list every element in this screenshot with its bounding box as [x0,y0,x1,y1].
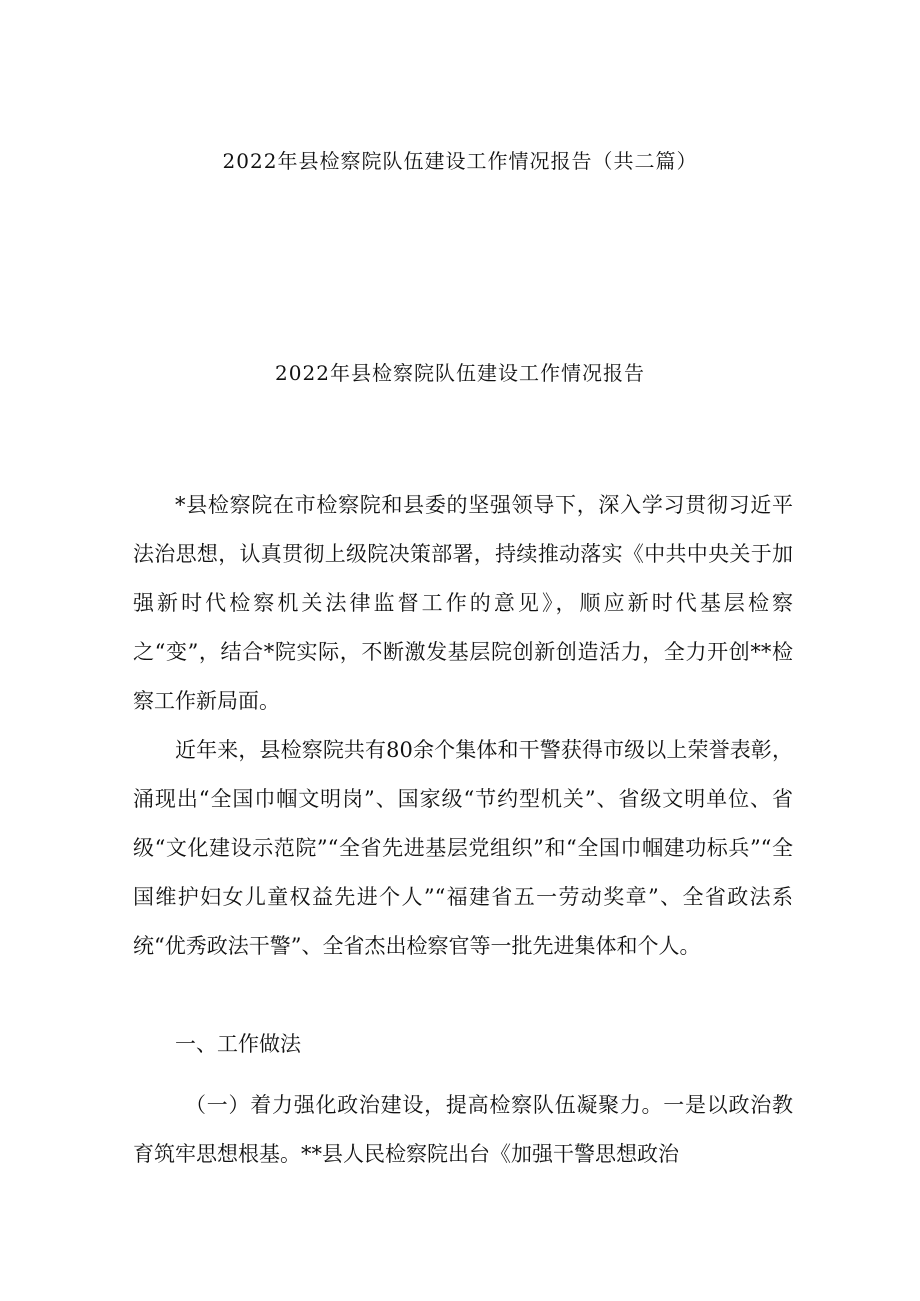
paragraph-honors [133,726,793,971]
paragraph-political-building [133,1081,793,1179]
document-title: 2022年县检察院队伍建设工作情况报告（共二篇） [222,149,698,173]
paragraph-text: 近年来，县检察院共有80余个集体和干警获得市级以上荣誉表彰，涌现出“全国巾帼文明岗”、国家级“节约型机关”、省级文明单位、省级“文化建设示范院”“全省先进基层党组织”和“全国巾帼建功标兵”“全国维护妇女儿童权益先进个人”“福建省五一劳动奖章”、全省政法系统“优秀政法干警”、全省杰出检察官等一批先进集体和个人。 [133,738,793,958]
report-subtitle: 2022年县检察院队伍建设工作情况报告 [275,361,645,385]
section-heading [133,1020,793,1069]
paragraph-intro [133,481,793,726]
paragraph-text: （一）着力强化政治建设，提高检察队伍凝聚力。一是以政治教育筑牢思想根基。**县人民检察院出台《加强干警思想政治 [133,1093,793,1166]
paragraph-text: *县检察院在市检察院和县委的坚强领导下，深入学习贯彻习近平法治思想，认真贯彻上级院决策部署，持续推动落实《中共中央关于加强新时代检察机关法律监督工作的意见》，顺应新时代基层检察之“变”，结合*院实际，不断激发基层院创新创造活力，全力开创**检察工作新局面。 [133,493,793,713]
section-heading-text: 一、工作做法 [175,1032,301,1056]
